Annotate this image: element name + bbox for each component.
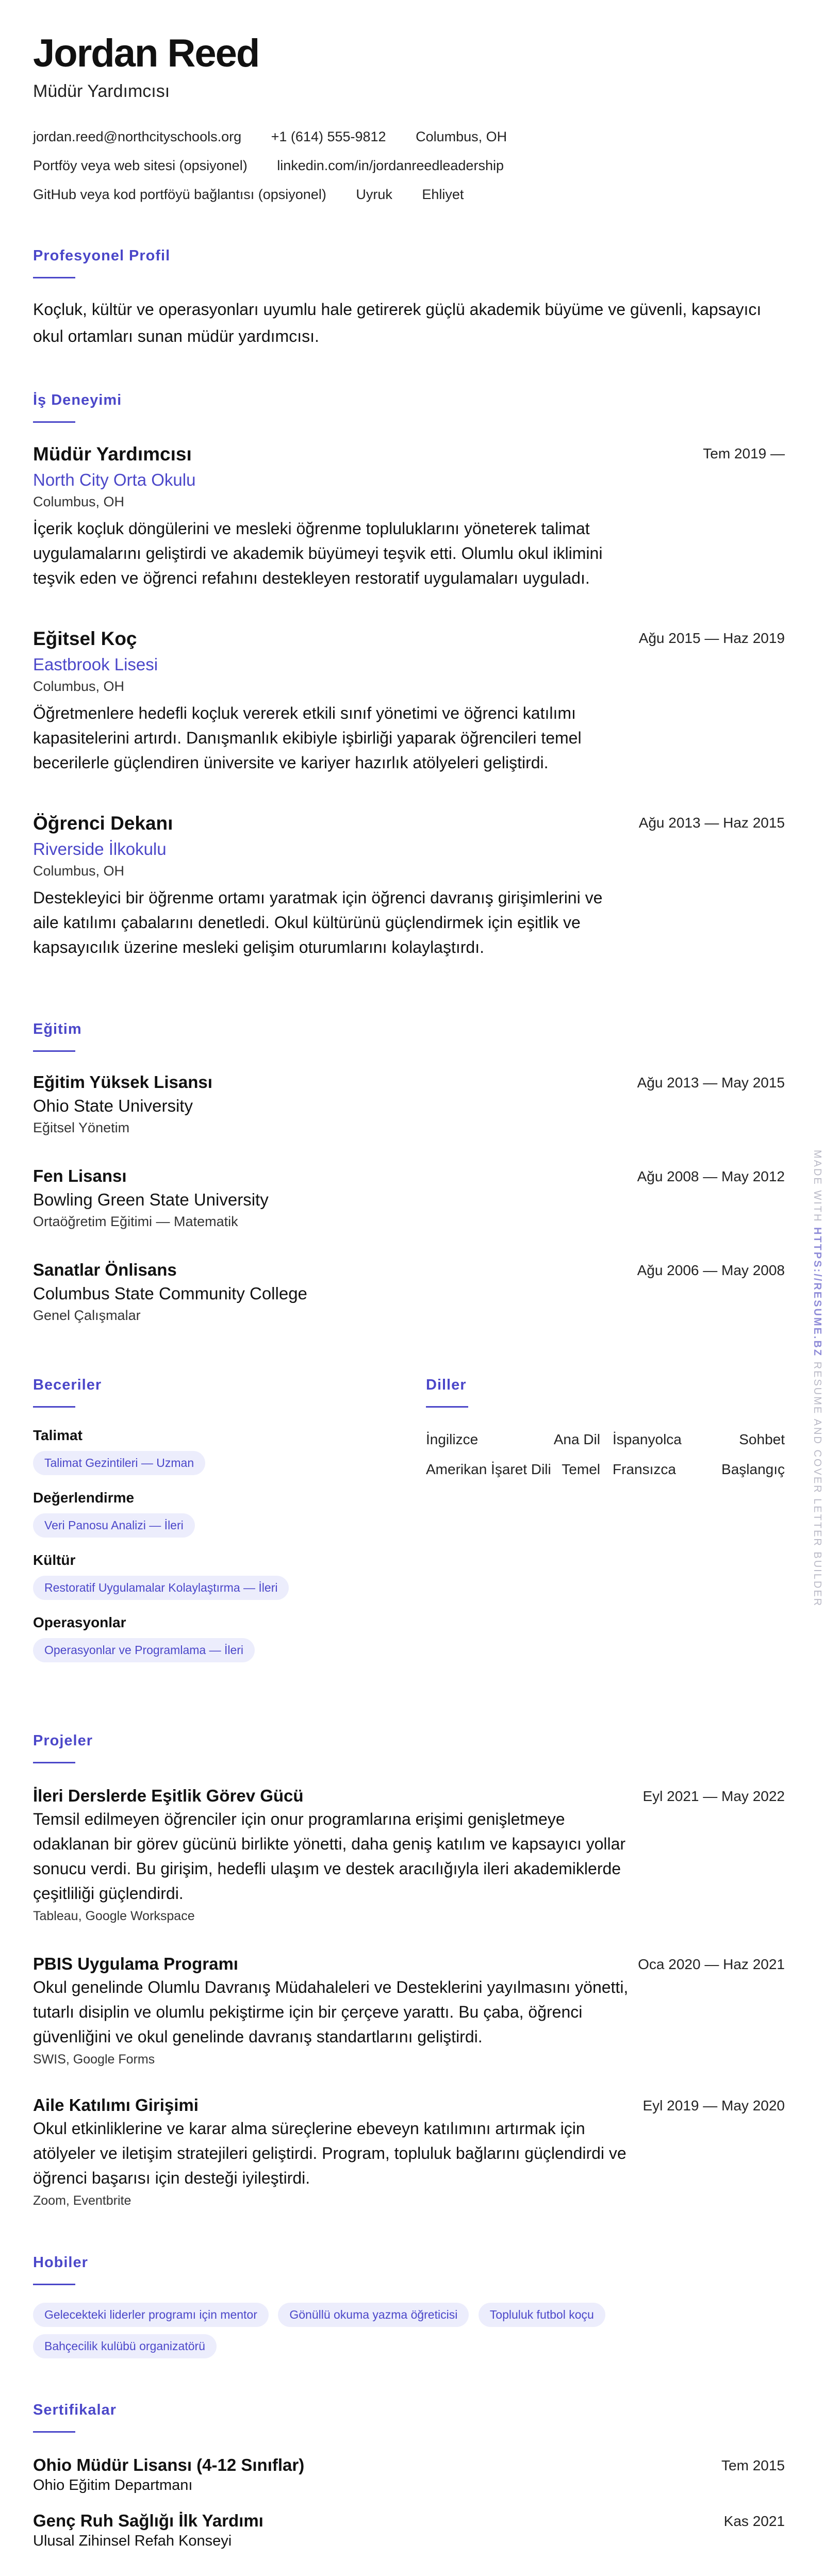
- job-location: Columbus, OH: [33, 679, 125, 694]
- hobbies-section: [33, 2254, 785, 2366]
- section-divider: [33, 1762, 75, 1763]
- project-entry: [33, 1786, 785, 1924]
- candidate-role: Müdür Yardımcısı: [33, 81, 170, 101]
- language-level: Başlangıç: [721, 1461, 785, 1477]
- experience-section: [33, 392, 785, 956]
- made-with-sidebar: [811, 1150, 824, 1608]
- made-with-label: MADE WITH: [812, 1150, 823, 1223]
- section-divider: [33, 2431, 75, 2433]
- section-title-profile: Profesyonel Profil: [33, 247, 171, 264]
- project-entry: [33, 2095, 785, 2208]
- section-title-skills: Beceriler: [33, 1377, 102, 1393]
- project-title: İleri Derslerde Eşitlik Görev Gücü: [33, 1786, 304, 1805]
- education-date: Ağu 2013 — May 2015: [637, 1075, 785, 1091]
- education-date: Ağu 2008 — May 2012: [637, 1168, 785, 1184]
- section-title-projects: Projeler: [33, 1732, 93, 1749]
- contact-nationality: Uyruk: [356, 187, 392, 202]
- hobby-list: [33, 2303, 703, 2366]
- skill-chip: Restoratif Uygulamalar Kolaylaştırma — İleri: [33, 1576, 289, 1600]
- section-divider: [33, 2284, 75, 2285]
- project-description: Okul genelinde Olumlu Davranış Müdahaleleri ve Desteklerini yayılmasını yönetti, tutarlı disiplin ve olumlu pekiştirme için bir çerçeve yarattı. Bu çaba, öğrenci güvenliğini ve okul genelinde davranış standartlarını geliştirdi.: [33, 1978, 629, 2046]
- education-field: Eğitsel Yönetim: [33, 1120, 130, 1135]
- hobby-chip: Gönüllü okuma yazma öğreticisi: [278, 2303, 469, 2327]
- education-entry: [33, 1072, 785, 1136]
- education-field: Ortaöğretim Eğitimi — Matematik: [33, 1214, 238, 1229]
- certification-title: Ohio Müdür Lisansı (4-12 Sınıflar): [33, 2455, 305, 2474]
- project-tech: Tableau, Google Workspace: [33, 1909, 195, 1923]
- hobby-chip: Bahçecilik kulübü organizatörü: [33, 2334, 217, 2358]
- skill-category: Değerlendirme: [33, 1490, 135, 1506]
- projects-section: [33, 1732, 785, 2208]
- language-level: Sohbet: [739, 1431, 785, 1447]
- education-section: [33, 1021, 785, 1323]
- job-date: Tem 2019 —: [703, 445, 785, 461]
- job-entry: [33, 443, 785, 590]
- skill-group: [33, 1427, 394, 1482]
- skill-category: Talimat: [33, 1427, 83, 1443]
- skill-category: Kültür: [33, 1552, 76, 1568]
- certification-issuer: Ohio Eğitim Departmanı: [33, 2477, 193, 2494]
- job-description: Destekleyici bir öğrenme ortamı yaratmak için öğrenci davranış girişimlerini ve aile katılımı çabalarını denetledi. Okul kültürünü güçlendirmek için eşitlik ve kapsayıcılık üzerine mesleki gelişim oturumlarını kolaylaştırdı.: [33, 888, 603, 956]
- education-degree: Fen Lisansı: [33, 1166, 127, 1185]
- profile-section: [33, 247, 785, 350]
- education-degree: Sanatlar Önlisans: [33, 1260, 177, 1279]
- education-school: Ohio State University: [33, 1096, 193, 1115]
- project-title: PBIS Uygulama Programı: [33, 1954, 238, 1973]
- certifications-section: [33, 2402, 785, 2549]
- job-date: Ağu 2013 — Haz 2015: [638, 815, 785, 831]
- job-title: Öğrenci Dekanı: [33, 813, 173, 834]
- job-location: Columbus, OH: [33, 863, 125, 879]
- section-divider: [426, 1406, 468, 1408]
- contact-info: [33, 122, 785, 209]
- contact-license: Ehliyet: [422, 187, 464, 202]
- made-with-tagline: RESUME AND COVER LETTER BUILDER: [812, 1361, 823, 1608]
- certification-title: Genç Ruh Sağlığı İlk Yardımı: [33, 2511, 263, 2530]
- skill-group: [33, 1490, 394, 1545]
- project-tech: SWIS, Google Forms: [33, 2052, 155, 2067]
- skill-category: Operasyonlar: [33, 1614, 126, 1630]
- contact-github[interactable]: GitHub veya kod portföyü bağlantısı (opsiyonel): [33, 187, 326, 202]
- language-level: Temel: [562, 1461, 600, 1477]
- certification-entry: [33, 2455, 785, 2494]
- job-description: Öğretmenlere hedefli koçluk vererek etkili sınıf yönetimi ve öğrenci katılımı kapasitelerini artırdı. Danışmanlık ekibiyle işbirliği yaparak öğrencileri temel becerilerle güçlendiren üniversite ve kariyer hazırlık atölyeleri geliştirdi.: [33, 704, 582, 772]
- language-name: İspanyolca: [613, 1431, 682, 1447]
- job-organization: North City Orta Okulu: [33, 470, 196, 489]
- job-location: Columbus, OH: [33, 494, 125, 509]
- project-entry: [33, 1954, 785, 2067]
- education-date: Ağu 2006 — May 2008: [637, 1262, 785, 1278]
- candidate-name: Jordan Reed: [33, 31, 259, 75]
- project-date: Oca 2020 — Haz 2021: [638, 1956, 785, 1972]
- made-with-text: [811, 1150, 823, 1607]
- language-name: Amerikan İşaret Dili: [426, 1461, 551, 1477]
- skill-chip: Veri Panosu Analizi — İleri: [33, 1513, 195, 1538]
- job-entry: [33, 813, 785, 960]
- language-name: İngilizce: [426, 1431, 479, 1447]
- job-title: Eğitsel Koç: [33, 628, 137, 649]
- skill-group: [33, 1552, 394, 1607]
- contact-phone[interactable]: +1 (614) 555-9812: [271, 129, 386, 144]
- resume-page: [33, 31, 785, 2549]
- education-entry: [33, 1166, 785, 1230]
- project-date: Eyl 2021 — May 2022: [642, 1788, 785, 1804]
- certification-entry: [33, 2511, 785, 2550]
- project-date: Eyl 2019 — May 2020: [642, 2098, 785, 2113]
- education-school: Bowling Green State University: [33, 1190, 269, 1209]
- hobby-chip: Gelecekteki liderler programı için mentor: [33, 2303, 269, 2327]
- job-date: Ağu 2015 — Haz 2019: [638, 630, 785, 646]
- education-school: Columbus State Community College: [33, 1284, 307, 1303]
- section-title-hobbies: Hobiler: [33, 2254, 88, 2271]
- project-description: Okul etkinliklerine ve karar alma süreçlerine ebeveyn katılımını artırmak için atölyeler ve iletişim stratejileri geliştirdi. Program, topluluk bağlarını güçlendirdi ve öğrenci başarısı için desteği iyileştirdi.: [33, 2119, 627, 2187]
- certification-date: Tem 2015: [721, 2457, 785, 2473]
- profile-text: Koçluk, kültür ve operasyonları uyumlu hale getirerek güçlü akademik büyüme ve güvenli, kapsayıcı okul ortamları sunan müdür yardımcısı.: [33, 300, 762, 345]
- section-divider: [33, 277, 75, 278]
- section-title-education: Eğitim: [33, 1021, 82, 1037]
- education-entry: [33, 1260, 785, 1324]
- job-description: İçerik koçluk döngülerini ve mesleki öğrenme topluluklarını yöneterek talimat uygulamalarını geliştirdi ve akademik büyümeyi teşvik etti. Olumlu okul iklimini teşvik eden ve öğrenci refahını destekleyen restoratif uygulamaları uyguladı.: [33, 519, 603, 587]
- education-field: Genel Çalışmalar: [33, 1308, 141, 1323]
- job-title: Müdür Yardımcısı: [33, 443, 192, 465]
- skill-chip: Operasyonlar ve Programlama — İleri: [33, 1638, 255, 1662]
- contact-portfolio[interactable]: Portföy veya web sitesi (opsiyonel): [33, 158, 248, 173]
- skill-group: [33, 1614, 394, 1670]
- language-level: Ana Dil: [553, 1431, 600, 1447]
- certification-issuer: Ulusal Zihinsel Refah Konseyi: [33, 2533, 232, 2549]
- contact-linkedin[interactable]: linkedin.com/in/jordanreedleadership: [277, 158, 504, 173]
- section-title-experience: İş Deneyimi: [33, 392, 122, 408]
- made-with-link[interactable]: HTTPS://RESUME.BZ: [812, 1227, 823, 1358]
- contact-location: Columbus, OH: [416, 129, 507, 144]
- section-divider: [33, 1050, 75, 1052]
- project-title: Aile Katılımı Girişimi: [33, 2095, 199, 2115]
- skill-chip: Talimat Gezintileri — Uzman: [33, 1451, 205, 1475]
- certification-date: Kas 2021: [723, 2513, 785, 2529]
- section-divider: [33, 1406, 75, 1408]
- skills-section: [33, 1377, 394, 1670]
- hobby-chip: Topluluk futbol koçu: [479, 2303, 605, 2327]
- project-description: Temsil edilmeyen öğrenciler için onur programlarına erişimi genişletmeye odaklanan bir görev gücünü birlikte yönetti, daha geniş katılım ve kapsayıcı yollar sonucu verdi. Bu girişim, hedefli ulaşım ve destek aracılığıyla ileri akademiklerde çeşitliliği güçlendirdi.: [33, 1810, 626, 1903]
- education-degree: Eğitim Yüksek Lisansı: [33, 1072, 212, 1092]
- section-title-certifications: Sertifikalar: [33, 2402, 117, 2418]
- contact-email[interactable]: jordan.reed@northcityschools.org: [33, 129, 242, 144]
- job-entry: [33, 628, 785, 775]
- section-title-languages: Diller: [426, 1377, 467, 1393]
- language-name: Fransızca: [613, 1461, 676, 1477]
- project-tech: Zoom, Eventbrite: [33, 2193, 131, 2208]
- languages-section: [426, 1377, 785, 1477]
- job-organization: Riverside İlkokulu: [33, 839, 167, 858]
- job-organization: Eastbrook Lisesi: [33, 655, 158, 674]
- section-divider: [33, 421, 75, 423]
